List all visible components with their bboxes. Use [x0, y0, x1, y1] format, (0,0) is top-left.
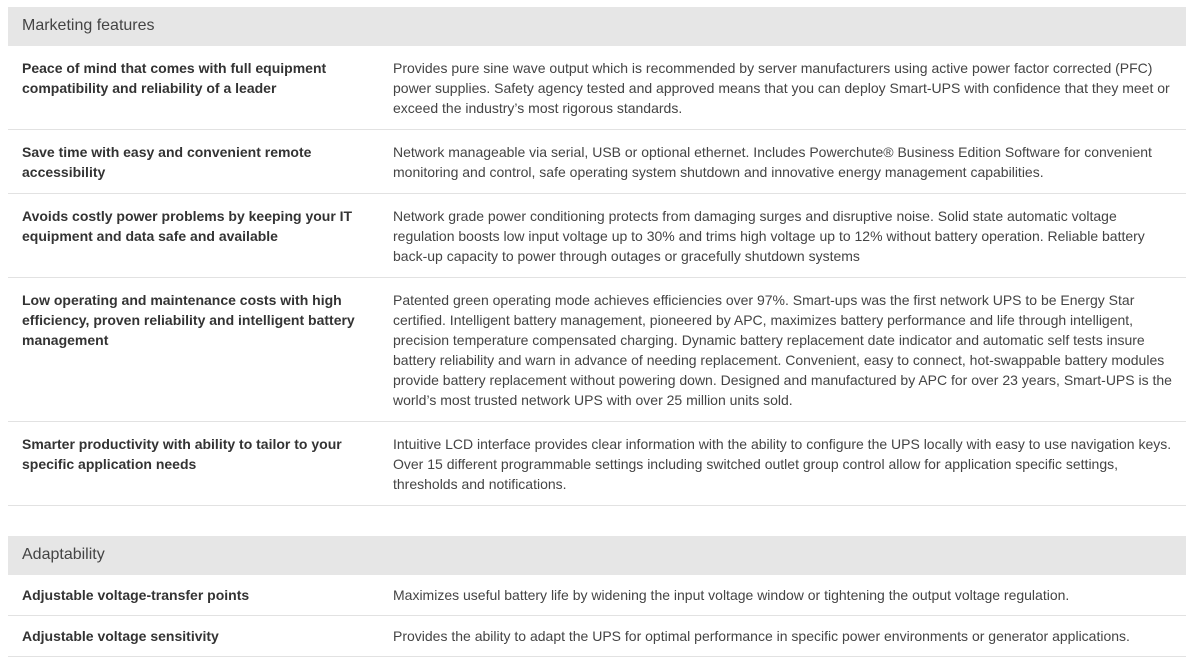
spec-value: Network manageable via serial, USB or optional ethernet. Includes Powerchute® Business Edition Software for convenient monitoring and control, safe operating system shutdown and innovative energy management capabilities. [393, 144, 1152, 180]
spec-label: Adjustable voltage sensitivity [22, 628, 219, 644]
marketing-features-section [8, 7, 1186, 506]
spec-label: Adjustable voltage-transfer points [22, 587, 250, 603]
spec-value: Provides the ability to adapt the UPS for optimal performance in specific power environments or generator applications. [393, 628, 1130, 644]
spec-row [8, 575, 1186, 616]
spec-value: Patented green operating mode achieves efficiencies over 97%. Smart-ups was the first network UPS to be Energy Star certified. Intelligent battery management, pioneered by APC, maximizes battery performance and life through intelligent, precision temperature compensated charging. Dynamic battery replacement date indicator and automatic self tests insure battery reliability and warn in advance of needing replacement. Convenient, easy to connect, hot-swappable battery modules provide battery replacement without powering down. Designed and manufactured by APC for over 23 years, Smart-UPS is the world’s most trusted network UPS with over 25 million units sold. [393, 292, 1172, 408]
spec-label: Save time with easy and convenient remote accessibility [22, 144, 312, 180]
spec-row [8, 130, 1186, 194]
spec-row [8, 616, 1186, 657]
spec-tables [8, 7, 1186, 657]
spec-value: Provides pure sine wave output which is recommended by server manufacturers using active power factor corrected (PFC) power supplies. Safety agency tested and approved means that you can deploy Smart-UPS with confidence that they meet or exceed the industry’s most rigorous standards. [393, 60, 1170, 116]
section-header-adaptability: Adaptability [8, 536, 1186, 575]
adaptability-section [8, 536, 1186, 657]
spec-value: Intuitive LCD interface provides clear information with the ability to configure the UPS locally with easy to use navigation keys. Over 15 different programmable settings including switched outlet group control allow for application specific settings, thresholds and notifications. [393, 436, 1172, 492]
section-header-marketing-features: Marketing features [8, 7, 1186, 46]
section-gap [8, 506, 1186, 536]
spec-label: Avoids costly power problems by keeping your IT equipment and data safe and available [22, 208, 353, 244]
spec-row [8, 46, 1186, 130]
spec-label: Low operating and maintenance costs with high efficiency, proven reliability and intelligent battery management [22, 292, 355, 348]
spec-value: Network grade power conditioning protects from damaging surges and disruptive noise. Solid state automatic voltage regulation boosts low input voltage up to 30% and trims high voltage up to 12% without battery operation. Reliable battery back-up capacity to power through outages or gracefully shutdown systems [393, 208, 1145, 264]
spec-row [8, 194, 1186, 278]
spec-row [8, 422, 1186, 506]
spec-value: Maximizes useful battery life by widening the input voltage window or tightening the output voltage regulation. [393, 587, 1070, 603]
spec-label: Smarter productivity with ability to tailor to your specific application needs [22, 436, 342, 472]
spec-row [8, 278, 1186, 422]
spec-label: Peace of mind that comes with full equipment compatibility and reliability of a leader [22, 60, 327, 96]
